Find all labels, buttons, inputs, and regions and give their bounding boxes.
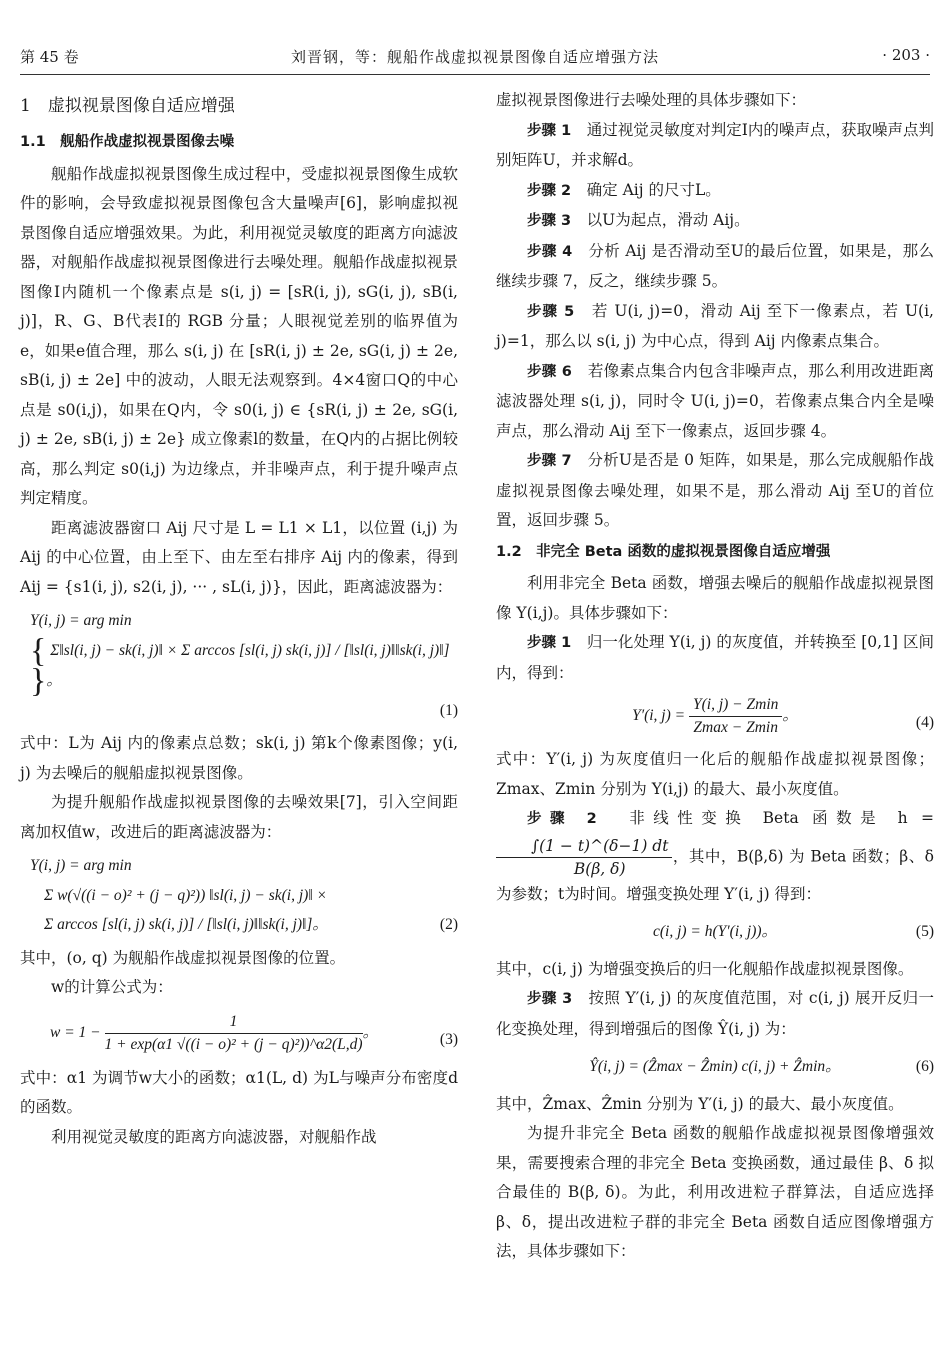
equation-2-term-a: Σ w(√((i − o)² + (j − q)²)) ‖sl(i, j) − sk(i, j)‖ ×	[44, 886, 328, 904]
subsection-1-2-title: 1.2 非完全 Beta 函数的虚拟视景图像自适应增强	[496, 543, 831, 560]
step-label: 步骤 7	[527, 453, 572, 469]
paragraph: 利用视觉灵敏度的距离方向滤波器，对舰船作战	[51, 1127, 377, 1146]
beta-function-numerator: ∫(1 − t)^(δ−1) dt	[496, 835, 672, 858]
running-header	[20, 38, 930, 75]
equation-1-body: Σ‖sl(i, j) − sk(i, j)‖ × Σ arccos [sl(i, j) sk(i, j)] / [‖sl(i, j)‖‖sk(i, j)‖]	[50, 641, 450, 659]
paragraph: 为提升舰船作战虚拟视景图像的去噪效果[7]，引入空间距离加权值w，改进后的距离滤波器为：	[20, 793, 458, 841]
equation-5: c(i, j) = h(Y′(i, j))。 (5)	[496, 917, 934, 947]
equation-2-number: (2)	[439, 916, 458, 934]
equation-3-lhs: w = 1 −	[50, 1023, 101, 1041]
paragraph: 式中：α1 为调节w大小的函数；α1(L, d) 为L与噪声分布密度d的函数。	[20, 1068, 458, 1117]
subsection-1-1-title: 1.1 舰船作战虚拟视景图像去噪	[20, 134, 235, 150]
equation-1-line-1: Y(i, j) = arg min	[30, 612, 132, 629]
header-title: 刘晋钢，等：舰船作战虚拟视景图像自适应增强方法	[290, 48, 659, 66]
paragraph: 式中：Y′(i, j) 为灰度值归一化后的舰船作战虚拟视景图像；Zmax、Zmin 分别为 Y(i,j) 的最大、最小灰度值。	[496, 750, 934, 798]
header-page-number: · 203 ·	[882, 46, 930, 64]
step-label: 步骤 5	[527, 303, 575, 320]
equation-6: Ŷ(i, j) = (Ẑmax − Ẑmin) c(i, j) + Ẑmin。 (6)	[496, 1052, 934, 1082]
equation-4-numerator: Y(i, j) − Zmin	[689, 694, 782, 717]
paragraph: 距离滤波器窗口 Aij 尺寸是 L = L1 × L1，以位置 (i,j) 为 Aij 的中心位置，由上至下、由左至右排序 Aij 内的像素，得到 Aij = {s1(i, j), s2(i, j), ··· , sL(i, j)}，因此，距离滤波器为：	[20, 518, 458, 596]
section-title: 1 虚拟视景图像自适应增强	[20, 96, 235, 116]
equation-2: Y(i, j) = arg min Σ w(√((i − o)² + (j − q)²)) ‖sl(i, j) − sk(i, j)‖ × Σ arccos [sl(i, j) sk(i, j)] / [‖sl(i, j)‖‖sk(i, j)‖]。 (2)	[20, 851, 458, 940]
equation-3: w = 1 − $\frac{1}{\text{1 + exp(α1 √((i − o)² + (j − q)²))\textasciicircum{}α2(L,d)}}$ 。 (3)	[20, 1011, 458, 1056]
equation-5-number: (5)	[915, 923, 934, 940]
equation-4-lhs: Y′(i, j) =	[632, 707, 686, 725]
paragraph: 虚拟视景图像进行去噪处理的具体步骤如下：	[496, 91, 807, 109]
step-4: 步骤 4 分析 Aij 是否滑动至U的最后位置，如果是，那么继续步骤 7，反之，继续步骤 5。	[496, 241, 934, 290]
equation-3-denominator: 1 + exp(α1 √((i − o)² + (j − q)²))^α2(L,d)	[104, 1035, 363, 1053]
left-column	[20, 86, 458, 1152]
step-2: 步骤 2 确定 Aij 的尺寸L。	[527, 180, 721, 199]
step-label: 步骤 2	[527, 811, 597, 827]
header-volume: 第 45 卷	[20, 48, 79, 66]
equation-1: Y(i, j) = arg min { Σ‖sl(i, j) − sk(i, j)‖ × Σ arccos [sl(i, j) sk(i, j)] / [‖sl(i, j)‖‖sk(i, j)‖] }。 (1)	[20, 606, 458, 725]
step-label: 步骤 3	[527, 213, 572, 229]
beta-step-1: 步骤 1 归一化处理 Y(i, j) 的灰度值，并转换至 [0,1] 区间内，得到：	[496, 633, 934, 682]
paragraph: 为提升非完全 Beta 函数的舰船作战虚拟视景图像增强效果，需要搜索合理的非完全 Beta 变换函数，通过最佳 β、δ 拟合最佳的 B(β, δ)。为此，利用改进粒子群算法，自适应选择 β、δ，提出改进粒子群的非完全 Beta 函数自适应图像增强方法，具体步骤如下：	[496, 1124, 934, 1260]
equation-2-line-1: Y(i, j) = arg min	[30, 857, 132, 875]
step-label: 步骤 1	[527, 122, 572, 139]
step-label: 步骤 6	[527, 363, 572, 380]
step-6: 步骤 6 若像素点集合内包含非噪声点，那么利用改进距离滤波器处理 s(i, j)，同时令 U(i, j)=0，若像素点集合内全是噪声点，那么滑动 Aij 至下一像素点，返回步骤 4。	[496, 361, 934, 440]
beta-step-3: 步骤 3 按照 Y′(i, j) 的灰度值范围，对 c(i, j) 展开反归一化变换处理，得到增强后的图像 Ŷ(i, j) 为：	[496, 989, 934, 1038]
paragraph: 式中：L为 Aij 内的像素点总数；sk(i, j) 第k个像素图像；y(i, j) 为去噪后的舰船虚拟视景图像。	[20, 734, 458, 782]
step-label: 步骤 4	[527, 243, 573, 260]
beta-step-2: 步骤 2 非线性变换 Beta 函数是 h = $\frac{\int(1 - t)\^{}(\delta-1) dt}{B(\beta, \delta)}$ ，其中，B(β,δ) 为 Beta 函数；β、δ 为参数；t为时间。增强变换处理 Y′(i, j) 得到：	[496, 809, 934, 903]
step-7: 步骤 7 分析U是否是 0 矩阵，如果是，那么完成舰船作战虚拟视景图像去噪处理，如果不是，那么滑动 Aij 至U的首位置，返回步骤 5。	[496, 451, 934, 529]
step-3: 步骤 3 以U为起点，滑动 Aij。	[527, 211, 750, 229]
right-column	[496, 86, 934, 1267]
paragraph: 其中，c(i, j) 为增强变换后的归一化舰船作战虚拟视景图像。	[496, 959, 914, 978]
equation-4: Y′(i, j) = $\frac{Y(i, j) - Zmin}{Zmax - Zmin}$ 。 (4)	[496, 694, 934, 739]
paragraph: 利用非完全 Beta 函数，增强去噪后的舰船作战虚拟视景图像 Y(i,j)。具体步骤如下：	[496, 574, 934, 622]
paragraph: 其中，Ẑmax、Ẑmin 分别为 Y′(i, j) 的最大、最小灰度值。	[496, 1094, 904, 1113]
paragraph: w的计算公式为：	[51, 978, 173, 997]
equation-4-denominator: Zmax − Zmin	[693, 719, 778, 736]
equation-6-number: (6)	[915, 1058, 934, 1075]
equation-4-number: (4)	[915, 714, 934, 731]
equation-3-numerator: 1	[105, 1011, 363, 1034]
paragraph: 舰船作战虚拟视景图像生成过程中，受虚拟视景图像生成软件的影响，会导致虚拟视景图像包含大量噪声[6]，影响虚拟视景图像自适应增强效果。为此，利用视觉灵敏度的距离方向滤波器，对舰船作战虚拟视景图像进行去噪处理。舰船作战虚拟视景图像I内随机一个像素点是 s(i, j) = [sR(i, j), sG(i, j), sB(i, j)]，R、G、B代表I的 RGB 分量；人眼视觉差别的临界值为e，如果e值合理，那么 s(i, j) 在 [sR(i, j) ± 2e, sG(i, j) ± 2e, sB(i, j) ± 2e] 中的波动，人眼无法观察到。4×4窗口Q的中心点是 s0(i,j)，如果在Q内，令 s0(i, j) ∈ {sR(i, j) ± 2e, sG(i, j) ± 2e, sB(i, j) ± 2e} 成立像素l的数量，在Q内的占据比例较高，那么判定 s0(i,j) 为边缘点，并非噪声点，利于提升噪声点判定精度。	[20, 164, 458, 507]
equation-3-number: (3)	[439, 1030, 458, 1048]
step-label: 步骤 2	[527, 182, 572, 199]
step-label: 步骤 1	[527, 635, 572, 651]
step-1: 步骤 1 通过视觉灵敏度对判定I内的噪声点，获取噪声点判别矩阵U，并求解d。	[496, 120, 935, 169]
equation-2-term-b: Σ arccos [sl(i, j) sk(i, j)] / [‖sl(i, j)‖‖sk(i, j)‖]	[44, 916, 313, 934]
step-5: 步骤 5 若 U(i, j)=0，滑动 Aij 至下一像素点，若 U(i, j)=1，那么以 s(i, j) 为中心点，得到 Aij 内像素点集合。	[496, 301, 934, 350]
step-label: 步骤 3	[527, 991, 573, 1007]
paragraph: 其中，(o, q) 为舰船作战虚拟视景图像的位置。	[20, 948, 346, 967]
beta-function-denominator: B(β, δ)	[573, 859, 626, 878]
equation-1-number: (1)	[439, 701, 458, 719]
